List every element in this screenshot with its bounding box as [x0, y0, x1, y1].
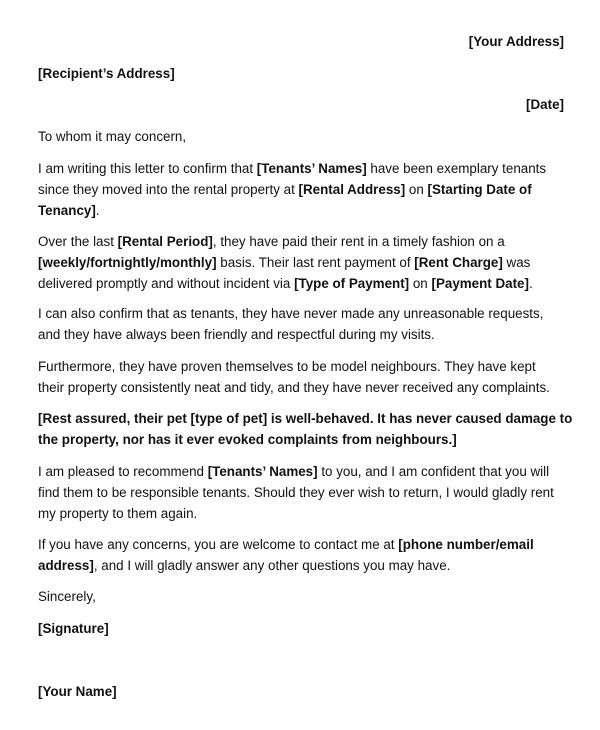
rental-period-placeholder: [Rental Period] [117, 234, 213, 249]
payment-frequency-placeholder: [weekly/fortnightly/monthly] [38, 255, 217, 270]
letter-date: [Date] [526, 97, 564, 112]
rent-charge-placeholder: [Rent Charge] [414, 255, 503, 270]
tenants-names-placeholder: [Tenants’ Names] [256, 161, 367, 176]
payment-type-placeholder: [Type of Payment] [294, 276, 410, 291]
salutation: To whom it may concern, [38, 129, 187, 144]
recipient-address: [Recipient’s Address] [38, 66, 175, 81]
payment-date-placeholder: [Payment Date] [431, 276, 529, 291]
closing: Sincerely, [38, 589, 96, 604]
contact-placeholder: [phone number/email [398, 537, 534, 552]
start-date-placeholder: [Starting Date of [427, 182, 532, 197]
letter-page: [Your Address] [Recipient’s Address] [Date] To whom it may concern, I am writing this letter to confirm that [Tenants’ Names] have been exemplary tenants since they moved into the rental property at [Rental Address] on [Starting Date of Tenancy]. Over the last [Rental Period], they have paid their rent in a timely fashion on a [weekly/fortnightly/monthly] basis. Their last rent payment of [Rent Charge] was delivered promptly and without incident via [Type of Payment] on [Payment Date]. I can also confirm that as tenants, they have never made any unreasonable requests, and they have always been friendly and respectful during my visits. Furthermore, they have proven themselves to be model neighbours. They have kept their property consistently neat and tidy, and they have never received any complaints. [Rest assured, their pet [type of pet] is well-behaved. It has never caused damage to the property, nor has it ever evoked complaints from neighbours.] I am pleased to recommend [Tenants’ Names] to you, and I am confident that you will find them to be responsible tenants. Should they ever wish to return, I would gladly rent my property to them again. If you have any concerns, you are welcome to contact me at [phone number/email address], and I will gladly answer any other questions you may have. Sincerely, [Signature] [Your Name] [0, 0, 600, 730]
your-name-placeholder: [Your Name] [38, 684, 117, 699]
signature-placeholder: [Signature] [38, 621, 109, 636]
sender-address: [Your Address] [468, 34, 564, 49]
rental-address-placeholder: [Rental Address] [298, 182, 406, 197]
tenants-names-placeholder: [Tenants’ Names] [207, 464, 318, 479]
